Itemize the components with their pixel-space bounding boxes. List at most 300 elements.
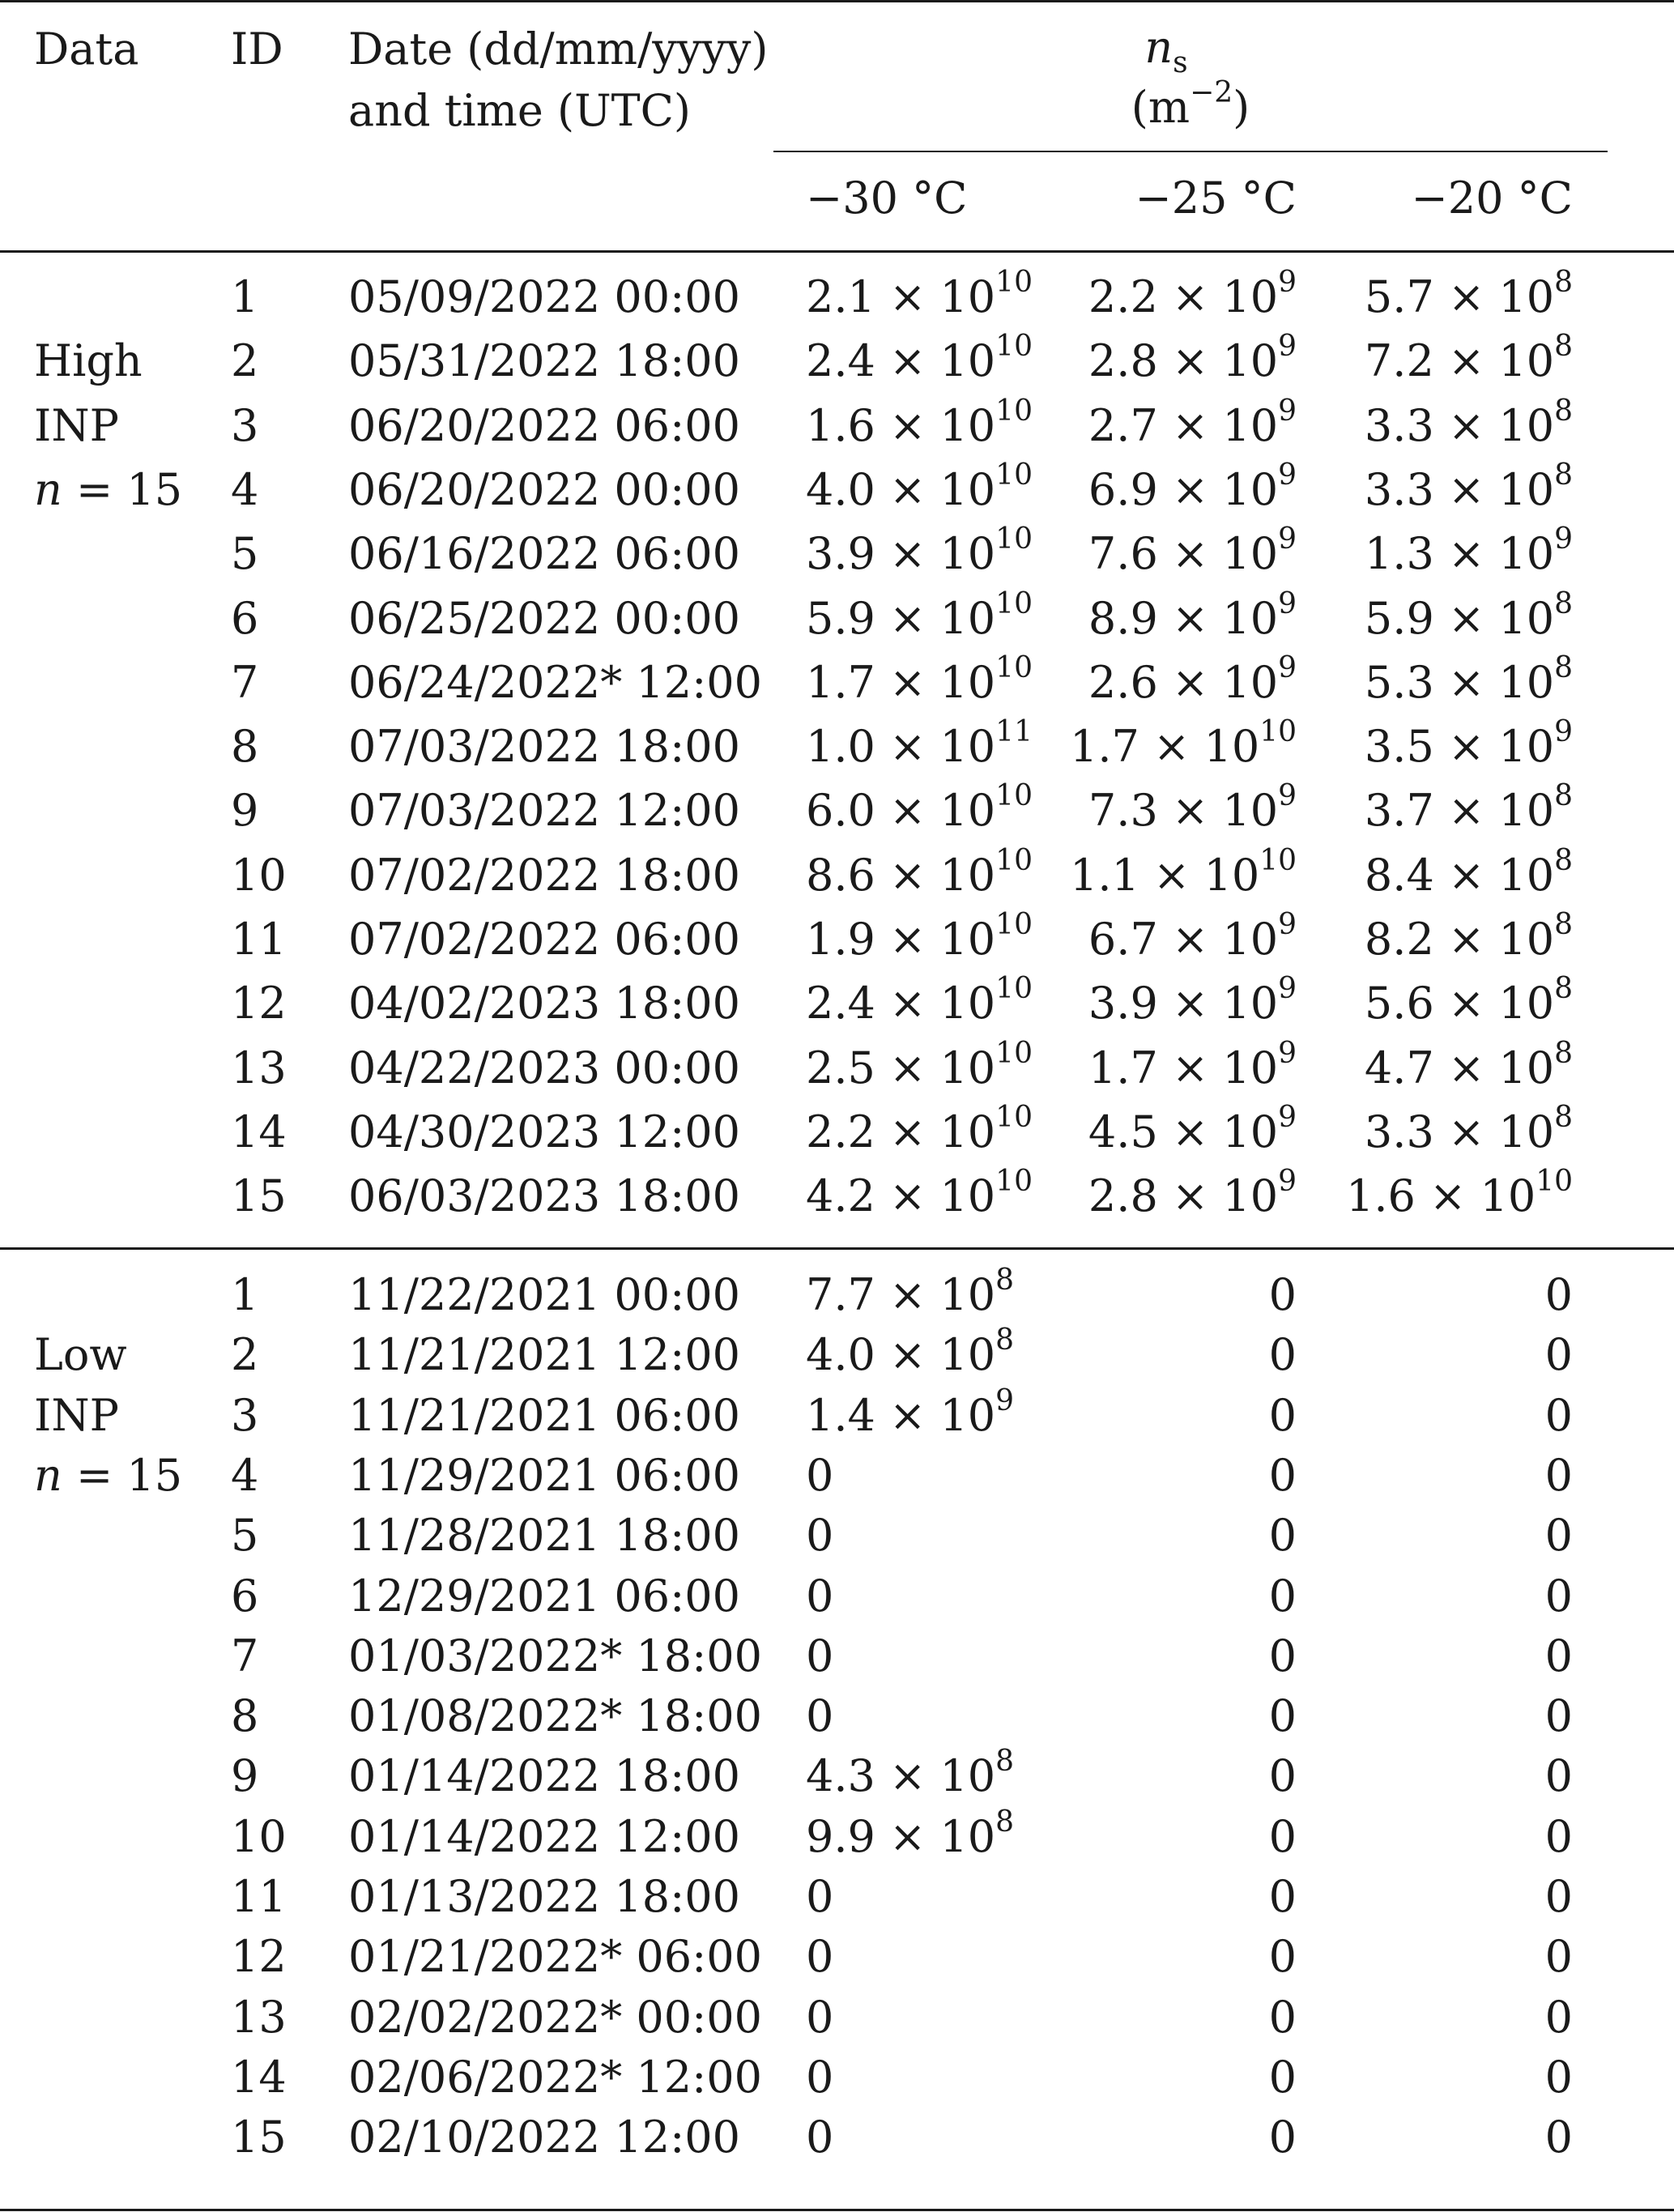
row-date: 01/08/2022* 18:00 — [348, 1690, 763, 1742]
row-id: 7 — [231, 656, 259, 708]
row-value-minus30 — [806, 522, 1033, 580]
exponent: 9 — [1554, 522, 1573, 556]
row-value-minus20 — [1544, 1449, 1573, 1501]
mantissa: 1.7 × 10 — [1088, 1042, 1279, 1093]
row-value-minus30 — [806, 586, 1033, 644]
exponent: 10 — [995, 586, 1033, 620]
exponent: 8 — [1554, 650, 1573, 684]
row-value-minus30 — [806, 266, 1033, 322]
row-value-minus30 — [806, 1745, 1015, 1802]
row-date: 06/03/2023 18:00 — [348, 1170, 741, 1222]
mantissa: 0 — [1544, 1991, 1573, 2043]
row-value-minus25 — [1268, 1389, 1297, 1441]
row-value-minus30 — [806, 1510, 834, 1562]
mantissa: 0 — [1268, 1871, 1297, 1922]
row-date: 05/09/2022 00:00 — [348, 271, 741, 322]
mantissa: 0 — [1544, 1570, 1573, 1622]
row-id: 10 — [231, 1810, 287, 1862]
mantissa: 4.7 × 10 — [1364, 1042, 1555, 1093]
exponent: 10 — [1536, 1165, 1573, 1199]
mantissa: 0 — [806, 2051, 834, 2103]
mantissa: 4.0 × 10 — [806, 1329, 996, 1381]
exponent: 9 — [1278, 1165, 1297, 1199]
mantissa: 4.2 × 10 — [806, 1170, 996, 1222]
mantissa: 2.2 × 10 — [806, 1106, 996, 1157]
mantissa: 0 — [806, 1510, 834, 1562]
ns-unit-close: ) — [1233, 82, 1250, 133]
row-value-minus25 — [1268, 2112, 1297, 2163]
row-id: 8 — [231, 721, 259, 773]
mantissa: 0 — [1268, 1991, 1297, 2043]
row-value-minus20 — [1364, 394, 1573, 451]
mantissa: 0 — [1544, 1449, 1573, 1501]
row-id: 15 — [231, 2112, 287, 2163]
exponent: 9 — [1278, 586, 1297, 620]
row-value-minus20 — [1544, 1269, 1573, 1320]
row-value-minus25 — [1088, 458, 1297, 515]
row-value-minus30 — [806, 1036, 1033, 1093]
row-id: 5 — [231, 1510, 259, 1562]
row-value-minus25 — [1088, 972, 1297, 1029]
row-value-minus20 — [1364, 908, 1573, 965]
row-value-minus20 — [1364, 522, 1573, 580]
row-date: 11/29/2021 06:00 — [348, 1449, 741, 1501]
row-value-minus20 — [1364, 650, 1573, 708]
row-date: 04/30/2023 12:00 — [348, 1106, 741, 1157]
row-value-minus20 — [1544, 2051, 1573, 2103]
mantissa: 9.9 × 10 — [806, 1810, 996, 1862]
mantissa: 6.0 × 10 — [806, 785, 996, 837]
header-data: Data — [34, 23, 139, 75]
header-date-line1: Date (dd/mm/yyyy) — [348, 23, 769, 75]
exponent: 10 — [995, 1036, 1033, 1070]
mantissa: 5.3 × 10 — [1364, 656, 1555, 708]
mantissa: 7.6 × 10 — [1088, 528, 1279, 580]
row-value-minus25 — [1268, 1630, 1297, 1681]
row-date: 01/14/2022 18:00 — [348, 1750, 741, 1802]
exponent: 8 — [1554, 586, 1573, 620]
exponent: 8 — [1554, 266, 1573, 299]
header-rule — [0, 250, 1674, 253]
row-value-minus30 — [806, 1383, 1015, 1441]
mantissa: 0 — [1544, 2112, 1573, 2163]
row-value-minus30 — [806, 843, 1033, 901]
group-count — [34, 463, 183, 515]
mantissa: 3.9 × 10 — [1088, 978, 1279, 1029]
group-label-line: INP — [34, 1389, 119, 1441]
mantissa: 0 — [806, 1449, 834, 1501]
row-value-minus30 — [806, 2112, 834, 2163]
row-value-minus25 — [1268, 1570, 1297, 1622]
header-ns-unit — [1110, 76, 1271, 133]
mantissa: 0 — [1544, 1690, 1573, 1742]
mantissa: 0 — [1268, 1750, 1297, 1802]
row-date: 01/14/2022 12:00 — [348, 1810, 741, 1862]
row-value-minus25 — [1088, 908, 1297, 965]
row-date: 05/31/2022 18:00 — [348, 335, 741, 387]
mantissa: 0 — [806, 2112, 834, 2163]
row-value-minus20 — [1544, 1510, 1573, 1562]
row-date: 02/06/2022* 12:00 — [348, 2051, 763, 2103]
header-temp-minus30: −30 °C — [806, 173, 968, 224]
mantissa: 0 — [1544, 2051, 1573, 2103]
row-id: 2 — [231, 335, 259, 387]
ns-symbol: n — [1144, 22, 1174, 73]
exponent: 8 — [1554, 1100, 1573, 1134]
mantissa: 0 — [1268, 1570, 1297, 1622]
row-value-minus25 — [1268, 1269, 1297, 1320]
mantissa: 7.3 × 10 — [1088, 785, 1279, 837]
mantissa: 2.6 × 10 — [1088, 656, 1279, 708]
exponent: 8 — [995, 1264, 1015, 1297]
exponent: 9 — [1278, 330, 1297, 364]
mantissa: 2.7 × 10 — [1088, 399, 1279, 451]
row-value-minus20 — [1544, 1690, 1573, 1742]
mantissa: 1.1 × 10 — [1070, 849, 1260, 901]
row-value-minus20 — [1364, 779, 1573, 837]
mantissa: 0 — [1544, 1630, 1573, 1681]
mantissa: 1.0 × 10 — [806, 721, 996, 773]
mantissa: 0 — [1544, 1871, 1573, 1922]
row-date: 06/16/2022 06:00 — [348, 528, 741, 580]
mantissa: 0 — [1268, 1269, 1297, 1320]
mantissa: 0 — [806, 1690, 834, 1742]
mantissa: 0 — [1544, 1750, 1573, 1802]
exponent: 10 — [995, 650, 1033, 684]
row-value-minus25 — [1070, 843, 1297, 901]
mantissa: 0 — [1268, 1690, 1297, 1742]
mantissa: 3.5 × 10 — [1364, 721, 1555, 773]
mantissa: 2.8 × 10 — [1088, 1170, 1279, 1222]
mantissa: 0 — [806, 1871, 834, 1922]
row-value-minus25 — [1268, 1510, 1297, 1562]
row-value-minus30 — [806, 1449, 834, 1501]
mantissa: 0 — [1268, 1329, 1297, 1381]
row-value-minus30 — [806, 779, 1033, 837]
exponent: 10 — [995, 522, 1033, 556]
group-count-value: = 15 — [75, 463, 183, 515]
row-value-minus30 — [806, 394, 1033, 451]
ns-span-rule — [773, 151, 1608, 152]
row-date: 07/02/2022 18:00 — [348, 849, 741, 901]
group-count-symbol: n — [34, 463, 62, 515]
row-date: 06/25/2022 00:00 — [348, 592, 741, 644]
row-id: 10 — [231, 849, 287, 901]
mantissa: 2.8 × 10 — [1088, 335, 1279, 387]
row-value-minus20 — [1346, 1165, 1573, 1222]
row-value-minus25 — [1088, 266, 1297, 322]
row-date: 07/02/2022 06:00 — [348, 914, 741, 965]
top-rule — [0, 0, 1674, 2]
mantissa: 0 — [1268, 1449, 1297, 1501]
exponent: 9 — [1278, 650, 1297, 684]
row-value-minus20 — [1544, 1389, 1573, 1441]
mantissa: 4.5 × 10 — [1088, 1106, 1279, 1157]
exponent: 10 — [995, 908, 1033, 941]
exponent: 10 — [995, 394, 1033, 428]
row-date: 02/10/2022 12:00 — [348, 2112, 741, 2163]
exponent: 9 — [1278, 522, 1297, 556]
mantissa: 2.1 × 10 — [806, 271, 996, 322]
row-id: 12 — [231, 978, 287, 1029]
mantissa: 0 — [1268, 1810, 1297, 1862]
mantissa: 7.7 × 10 — [806, 1269, 996, 1320]
mantissa: 1.3 × 10 — [1364, 528, 1555, 580]
row-date: 11/22/2021 00:00 — [348, 1269, 741, 1320]
row-value-minus25 — [1268, 1690, 1297, 1742]
mantissa: 0 — [1544, 1510, 1573, 1562]
row-value-minus20 — [1544, 1570, 1573, 1622]
row-value-minus30 — [806, 458, 1033, 515]
row-id: 8 — [231, 1690, 259, 1742]
row-value-minus25 — [1088, 650, 1297, 708]
exponent: 10 — [995, 458, 1033, 492]
mantissa: 0 — [1544, 1389, 1573, 1441]
exponent: 10 — [1259, 843, 1297, 877]
row-value-minus25 — [1088, 586, 1297, 644]
exponent: 8 — [1554, 843, 1573, 877]
mantissa: 8.4 × 10 — [1364, 849, 1555, 901]
mantissa: 2.4 × 10 — [806, 978, 996, 1029]
mantissa: 0 — [1544, 1931, 1573, 1983]
mantissa: 1.9 × 10 — [806, 914, 996, 965]
row-id: 15 — [231, 1170, 287, 1222]
row-date: 06/20/2022 06:00 — [348, 399, 741, 451]
header-temp-minus25: −25 °C — [1135, 173, 1297, 224]
mantissa: 3.3 × 10 — [1364, 463, 1555, 515]
row-id: 4 — [231, 1449, 259, 1501]
row-value-minus30 — [806, 1264, 1015, 1320]
row-value-minus25 — [1088, 330, 1297, 387]
row-id: 6 — [231, 1570, 259, 1622]
group-count-value: = 15 — [75, 1449, 183, 1501]
row-id: 4 — [231, 463, 259, 515]
row-value-minus20 — [1364, 1100, 1573, 1157]
row-value-minus20 — [1364, 715, 1573, 773]
row-date: 01/21/2022* 06:00 — [348, 1931, 763, 1983]
row-id: 14 — [231, 1106, 287, 1157]
exponent: 9 — [1278, 1100, 1297, 1134]
row-value-minus25 — [1268, 1750, 1297, 1802]
row-id: 7 — [231, 1630, 259, 1681]
exponent: 8 — [1554, 779, 1573, 813]
mantissa: 0 — [806, 1630, 834, 1681]
exponent: 10 — [995, 330, 1033, 364]
row-value-minus25 — [1088, 394, 1297, 451]
mantissa: 3.9 × 10 — [806, 528, 996, 580]
row-value-minus20 — [1544, 1810, 1573, 1862]
row-id: 3 — [231, 399, 259, 451]
mantissa: 0 — [1268, 1389, 1297, 1441]
row-id: 3 — [231, 1389, 259, 1441]
mantissa: 6.7 × 10 — [1088, 914, 1279, 965]
mantissa: 4.0 × 10 — [806, 463, 996, 515]
exponent: 8 — [1554, 1036, 1573, 1070]
row-date: 01/03/2022* 18:00 — [348, 1630, 763, 1681]
row-value-minus20 — [1544, 1991, 1573, 2043]
mantissa: 0 — [806, 1931, 834, 1983]
mantissa: 0 — [806, 1991, 834, 2043]
row-date: 07/03/2022 18:00 — [348, 721, 741, 773]
row-value-minus30 — [806, 330, 1033, 387]
row-value-minus25 — [1088, 1100, 1297, 1157]
row-value-minus30 — [806, 972, 1033, 1029]
mantissa: 1.6 × 10 — [806, 399, 996, 451]
mantissa: 0 — [1268, 1931, 1297, 1983]
mantissa: 5.7 × 10 — [1364, 271, 1555, 322]
group-label-line: INP — [34, 399, 119, 451]
row-value-minus25 — [1268, 1991, 1297, 2043]
row-value-minus20 — [1364, 266, 1573, 322]
exponent: 9 — [1278, 779, 1297, 813]
row-value-minus30 — [806, 650, 1033, 708]
row-value-minus25 — [1268, 1329, 1297, 1381]
mantissa: 5.9 × 10 — [806, 592, 996, 644]
ns-unit-base: (m — [1131, 82, 1191, 133]
mantissa: 3.7 × 10 — [1364, 785, 1555, 837]
row-id: 13 — [231, 1042, 287, 1093]
mantissa: 2.5 × 10 — [806, 1042, 996, 1093]
mantissa: 0 — [1268, 2051, 1297, 2103]
exponent: 9 — [1278, 394, 1297, 428]
row-value-minus25 — [1070, 715, 1297, 773]
exponent: 11 — [995, 715, 1033, 749]
exponent: 8 — [1554, 908, 1573, 941]
exponent: 10 — [995, 1165, 1033, 1199]
exponent: 9 — [1278, 908, 1297, 941]
row-date: 11/21/2021 06:00 — [348, 1389, 741, 1441]
exponent: 9 — [1278, 972, 1297, 1006]
mantissa: 5.6 × 10 — [1364, 978, 1555, 1029]
row-date: 06/24/2022* 12:00 — [348, 656, 763, 708]
row-date: 12/29/2021 06:00 — [348, 1570, 741, 1622]
exponent: 8 — [995, 1805, 1015, 1839]
exponent: 8 — [1554, 394, 1573, 428]
row-date: 06/20/2022 00:00 — [348, 463, 741, 515]
row-id: 13 — [231, 1991, 287, 2043]
row-value-minus25 — [1088, 779, 1297, 837]
mantissa: 3.3 × 10 — [1364, 1106, 1555, 1157]
row-value-minus25 — [1088, 1036, 1297, 1093]
row-value-minus20 — [1544, 1630, 1573, 1681]
mantissa: 2.2 × 10 — [1088, 271, 1279, 322]
row-value-minus20 — [1544, 1871, 1573, 1922]
group-separator-rule — [0, 1247, 1674, 1250]
row-value-minus30 — [806, 1570, 834, 1622]
row-id: 14 — [231, 2051, 287, 2103]
exponent: 10 — [995, 266, 1033, 299]
row-value-minus30 — [806, 1323, 1015, 1381]
mantissa: 7.2 × 10 — [1364, 335, 1555, 387]
exponent: 8 — [1554, 458, 1573, 492]
exponent: 8 — [995, 1745, 1015, 1779]
row-date: 02/02/2022* 00:00 — [348, 1991, 763, 2043]
mantissa: 0 — [1268, 1630, 1297, 1681]
row-value-minus30 — [806, 908, 1033, 965]
row-value-minus25 — [1088, 522, 1297, 580]
row-id: 1 — [231, 271, 259, 322]
row-date: 07/03/2022 12:00 — [348, 785, 741, 837]
row-date: 11/21/2021 12:00 — [348, 1329, 741, 1381]
row-value-minus25 — [1268, 1871, 1297, 1922]
row-value-minus30 — [806, 1100, 1033, 1157]
mantissa: 2.4 × 10 — [806, 335, 996, 387]
row-value-minus30 — [806, 1630, 834, 1681]
exponent: 9 — [1554, 715, 1573, 749]
row-value-minus30 — [806, 715, 1033, 773]
group-label-line: High — [34, 335, 143, 387]
row-date: 04/02/2023 18:00 — [348, 978, 741, 1029]
mantissa: 4.3 × 10 — [806, 1750, 996, 1802]
row-date: 11/28/2021 18:00 — [348, 1510, 741, 1562]
row-value-minus20 — [1364, 1036, 1573, 1093]
exponent: 8 — [1554, 330, 1573, 364]
exponent: 9 — [1278, 1036, 1297, 1070]
mantissa: 1.7 × 10 — [806, 656, 996, 708]
exponent: 9 — [1278, 266, 1297, 299]
row-value-minus25 — [1268, 1931, 1297, 1983]
row-value-minus20 — [1544, 2112, 1573, 2163]
group-label-line: Low — [34, 1329, 127, 1381]
exponent: 10 — [1259, 715, 1297, 749]
bottom-rule — [0, 2209, 1674, 2211]
ns-subscript: s — [1173, 45, 1188, 79]
exponent: 10 — [995, 972, 1033, 1006]
row-id: 11 — [231, 1871, 287, 1922]
mantissa: 1.7 × 10 — [1070, 721, 1260, 773]
header-id: ID — [231, 23, 283, 75]
row-value-minus20 — [1544, 1750, 1573, 1802]
mantissa: 0 — [1544, 1269, 1573, 1320]
row-id: 1 — [231, 1269, 259, 1320]
row-value-minus20 — [1364, 458, 1573, 515]
row-id: 9 — [231, 1750, 259, 1802]
row-value-minus20 — [1544, 1329, 1573, 1381]
mantissa: 1.6 × 10 — [1346, 1170, 1536, 1222]
row-value-minus25 — [1088, 1165, 1297, 1222]
row-id: 9 — [231, 785, 259, 837]
header-ns-symbol — [1118, 22, 1215, 79]
row-value-minus25 — [1268, 2051, 1297, 2103]
mantissa: 8.9 × 10 — [1088, 592, 1279, 644]
mantissa: 5.9 × 10 — [1364, 592, 1555, 644]
exponent: 10 — [995, 779, 1033, 813]
mantissa: 0 — [1544, 1329, 1573, 1381]
row-value-minus30 — [806, 1805, 1015, 1862]
ns-unit-exponent: −2 — [1190, 76, 1233, 109]
row-value-minus20 — [1364, 586, 1573, 644]
row-id: 2 — [231, 1329, 259, 1381]
exponent: 9 — [995, 1383, 1015, 1417]
row-id: 12 — [231, 1931, 287, 1983]
row-date: 04/22/2023 00:00 — [348, 1042, 741, 1093]
mantissa: 0 — [1268, 2112, 1297, 2163]
mantissa: 8.6 × 10 — [806, 849, 996, 901]
mantissa: 0 — [1268, 1510, 1297, 1562]
row-value-minus30 — [806, 2051, 834, 2103]
row-value-minus30 — [806, 1690, 834, 1742]
row-value-minus30 — [806, 1991, 834, 2043]
mantissa: 3.3 × 10 — [1364, 399, 1555, 451]
mantissa: 1.4 × 10 — [806, 1389, 996, 1441]
mantissa: 6.9 × 10 — [1088, 463, 1279, 515]
header-temp-minus20: −20 °C — [1411, 173, 1573, 224]
row-value-minus20 — [1544, 1931, 1573, 1983]
row-id: 11 — [231, 914, 287, 965]
row-id: 6 — [231, 592, 259, 644]
mantissa: 0 — [806, 1570, 834, 1622]
row-value-minus30 — [806, 1871, 834, 1922]
